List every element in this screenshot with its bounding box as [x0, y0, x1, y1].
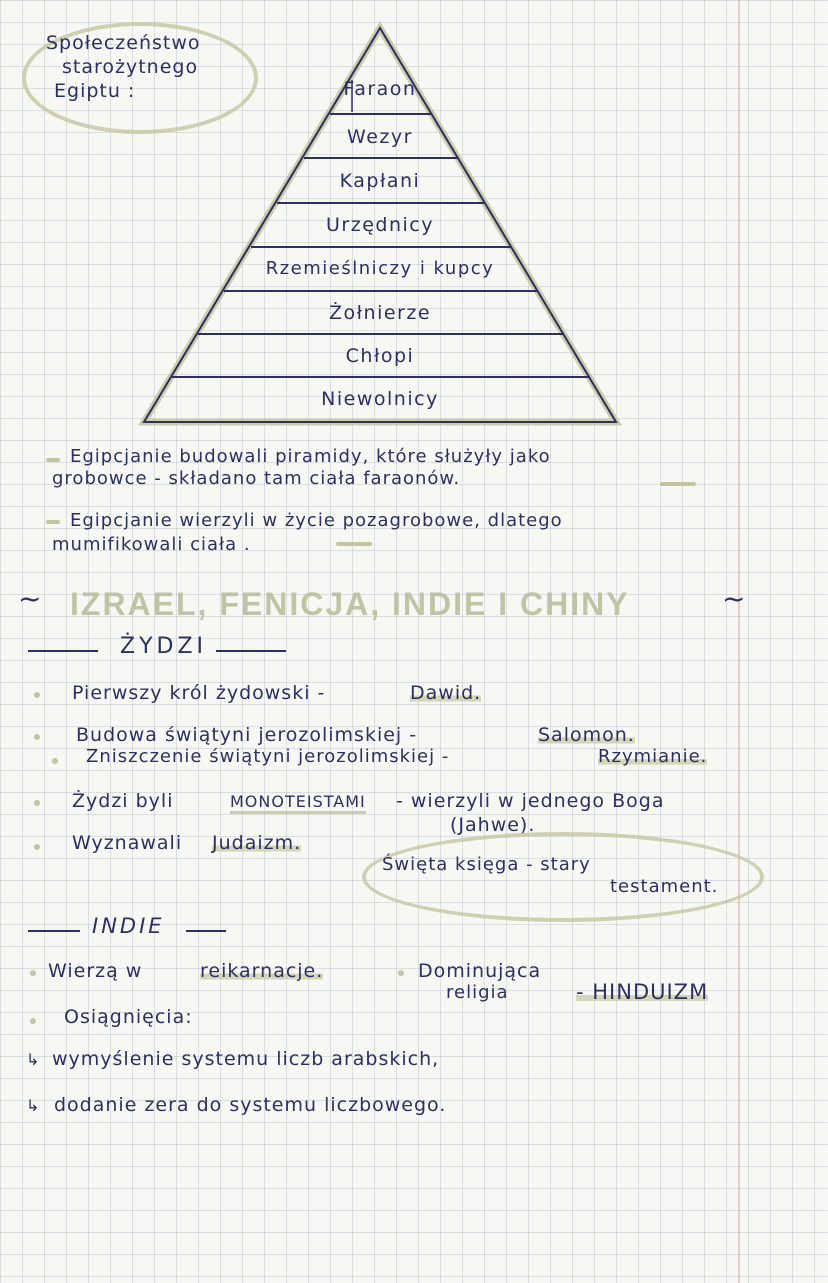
pyramid-level-faraon: Faraon: [343, 78, 417, 100]
bullet-dash: [46, 520, 60, 524]
bullet: [34, 692, 40, 698]
india-sub2: dodanie zera do systemu liczbowego.: [54, 1094, 447, 1116]
highlight-mark: [336, 542, 372, 546]
bullet: [34, 844, 40, 850]
india-item1-text: Wierzą w: [48, 960, 143, 982]
jews-item3-text: Zniszczenie świątyni jerozolimskiej -: [86, 746, 450, 767]
jews-item2-answer: Salomon.: [538, 724, 635, 746]
jews-item5-text: Wyznawali: [72, 832, 183, 854]
pyramid-dividers: [172, 114, 590, 377]
heading-rule-left: [28, 650, 98, 652]
pyramid-level-niewolnicy: Niewolnicy: [321, 388, 439, 410]
jews-item2-text: Budowa świątyni jerozolimskiej -: [76, 724, 418, 746]
india-item3-text: Osiągnięcia:: [64, 1006, 193, 1028]
bullet: [34, 734, 40, 740]
jews-item3-answer: Rzymianie.: [598, 746, 708, 767]
bullet: [398, 970, 404, 976]
tilde-left: ~: [18, 582, 42, 615]
jews-note-line1: Święta księga - stary: [382, 854, 591, 875]
pyramid-level-chlopi: Chłopi: [345, 345, 415, 367]
jews-item5-answer: Judaizm.: [212, 832, 302, 854]
egypt-note2-line2: mumifikowali ciała .: [52, 534, 251, 555]
jews-item4-rest: - wierzyli w jednego Boga: [396, 790, 665, 812]
pyramid-level-kaplani: Kapłani: [339, 170, 421, 192]
pyramid-level-rzemieslnicy: Rzemieślniczy i kupcy: [265, 258, 495, 279]
egypt-note1-line1: Egipcjanie budowali piramidy, które służyły jako: [70, 446, 551, 467]
arrow-icon: ↳: [26, 1050, 40, 1069]
india-item1-answer: reikarnacje.: [200, 960, 324, 982]
bullet: [30, 1018, 36, 1024]
section-heading: IZRAEL, FENICJA, INDIE I CHINY: [70, 586, 630, 622]
jews-note-line2: testament.: [610, 876, 719, 897]
title-line1: Społeczeństwo: [46, 32, 201, 54]
india-sub1: wymyślenie systemu liczb arabskich,: [52, 1048, 440, 1070]
india-item2-line1: Dominująca: [418, 960, 542, 982]
bullet: [52, 758, 58, 764]
bullet: [30, 970, 36, 976]
title-line2: starożytnego: [62, 56, 199, 78]
tilde-right: ~: [722, 582, 746, 615]
jews-item1-answer: Dawid.: [410, 682, 482, 704]
jews-item4-highlight: MONOTEISTAMI: [230, 792, 366, 814]
egypt-note2-line1: Egipcjanie wierzyli w życie pozagrobowe, dlatego: [70, 510, 563, 531]
heading-rule-left: [28, 930, 80, 932]
india-heading: INDIE: [92, 914, 165, 938]
title-line3: Egiptu :: [54, 80, 136, 102]
india-item2-line2: religia: [446, 982, 509, 1003]
bullet-dash: [46, 458, 60, 462]
highlight-mark: [660, 482, 696, 486]
bullet: [34, 800, 40, 806]
jews-item1-text: Pierwszy król żydowski -: [72, 682, 326, 704]
pyramid-level-wezyr: Wezyr: [347, 126, 413, 148]
jews-heading: ŻYDZI: [120, 634, 208, 659]
pyramid-level-zolnierze: Żołnierze: [328, 302, 432, 324]
india-item2-answer: - HINDUIZM: [576, 980, 709, 1004]
heading-rule-right: [216, 650, 286, 652]
arrow-icon: ↳: [26, 1096, 40, 1115]
jews-item4-text: Żydzi byli: [72, 790, 174, 812]
egypt-note1-line2: grobowce - składano tam ciała faraonów.: [52, 468, 461, 489]
heading-rule-right: [186, 930, 226, 932]
pyramid-level-urzednicy: Urzędnicy: [326, 214, 434, 236]
jews-item4-line2: (Jahwe).: [450, 814, 536, 836]
